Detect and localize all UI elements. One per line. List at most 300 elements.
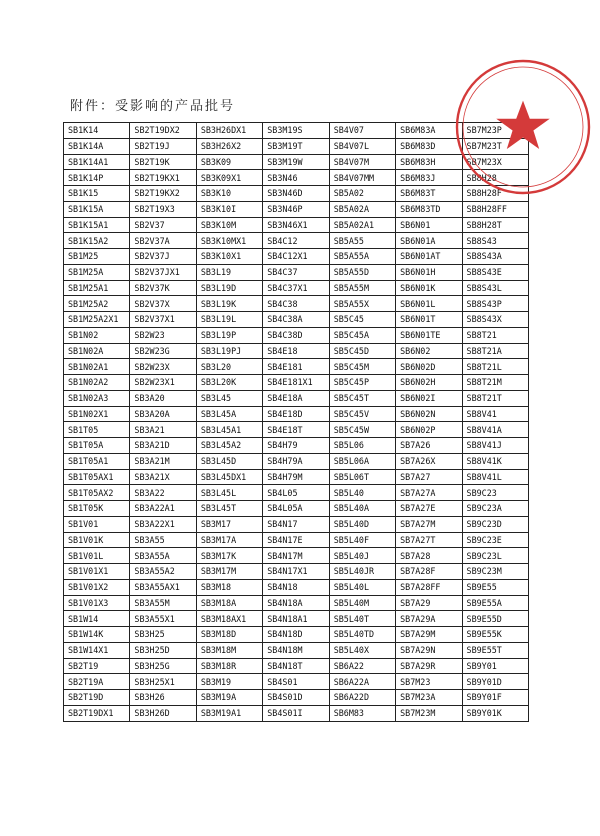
lot-number-cell: SB4N17: [263, 516, 329, 532]
lot-number-cell: SB7A27E: [396, 501, 462, 517]
table-row: [64, 642, 529, 658]
lot-number-cell: SB4S01I: [263, 705, 329, 721]
page-title: 附件：受影响的产品批号: [70, 99, 236, 114]
lot-number-cell: SB4C12: [263, 233, 329, 249]
lot-number-cell: SB3N46X1: [263, 217, 329, 233]
lot-number-cell: SB9E55D: [462, 611, 528, 627]
lot-number-cell: SB1N02: [64, 327, 130, 343]
lot-number-cell: SB6M83TD: [396, 201, 462, 217]
lot-number-cell: SB8S43X: [462, 312, 528, 328]
lot-number-cell: SB3M19W: [263, 154, 329, 170]
lot-number-cell: SB2T19J: [130, 138, 196, 154]
table-row: [64, 611, 529, 627]
lot-number-cell: SB3H25G: [130, 658, 196, 674]
lot-number-cell: SB6A22: [329, 658, 395, 674]
lot-number-cell: SB6A22D: [329, 690, 395, 706]
lot-number-cell: SB7A28F: [396, 564, 462, 580]
lot-number-cell: SB3A55: [130, 532, 196, 548]
lot-number-cell: SB7A27A: [396, 485, 462, 501]
lot-number-cell: SB5L06A: [329, 453, 395, 469]
lot-number-cell: SB2T19D: [64, 690, 130, 706]
lot-number-cell: SB4C12X1: [263, 249, 329, 265]
lot-number-cell: SB8T21: [462, 327, 528, 343]
lot-number-cell: SB6N01T: [396, 312, 462, 328]
lot-number-cell: SB4C37X1: [263, 280, 329, 296]
table-row: [64, 595, 529, 611]
lot-number-cell: SB1T05AX1: [64, 469, 130, 485]
lot-number-cell: SB3N46: [263, 170, 329, 186]
lot-number-cell: SB4H79A: [263, 453, 329, 469]
lot-number-cell: SB7A27T: [396, 532, 462, 548]
lot-number-cell: SB4V07: [329, 123, 395, 139]
lot-number-cell: SB7A28FF: [396, 579, 462, 595]
lot-number-cell: SB3H25: [130, 627, 196, 643]
lot-number-cell: SB8T21L: [462, 359, 528, 375]
lot-number-cell: SB4N18A1: [263, 611, 329, 627]
lot-number-cell: SB8V41J: [462, 438, 528, 454]
table-row: [64, 422, 529, 438]
lot-number-cell: SB9C23: [462, 485, 528, 501]
table-row: [64, 327, 529, 343]
lot-number-cell: SB6N02: [396, 343, 462, 359]
lot-number-cell: SB5L40JR: [329, 564, 395, 580]
lot-number-cell: SB3L19: [196, 264, 262, 280]
lot-number-cell: SB4E18: [263, 343, 329, 359]
lot-number-cell: SB3L19P: [196, 327, 262, 343]
lot-number-cell: SB3M18R: [196, 658, 262, 674]
lot-number-cell: SB6A22A: [329, 674, 395, 690]
lot-number-cell: SB3M19A: [196, 690, 262, 706]
table-row: [64, 280, 529, 296]
lot-number-cell: SB6N01: [396, 217, 462, 233]
lot-number-cell: SB4H79M: [263, 469, 329, 485]
lot-number-cell: SB4N17E: [263, 532, 329, 548]
table-row: [64, 579, 529, 595]
lot-number-cell: SB8S43E: [462, 264, 528, 280]
lot-number-cell: SB7A28: [396, 548, 462, 564]
lot-number-cell: SB2T19A: [64, 674, 130, 690]
lot-number-cell: SB1K15: [64, 186, 130, 202]
lot-number-cell: SB5L40M: [329, 595, 395, 611]
lot-number-cell: SB1M25A2: [64, 296, 130, 312]
table-row: [64, 312, 529, 328]
lot-number-cell: SB1N02X1: [64, 406, 130, 422]
lot-number-cell: SB9E55T: [462, 642, 528, 658]
lot-number-cell: SB3L45D: [196, 453, 262, 469]
lot-number-cell: SB4N18: [263, 579, 329, 595]
lot-number-cell: SB9E55K: [462, 627, 528, 643]
table-row: [64, 217, 529, 233]
lot-number-cell: SB7A29M: [396, 627, 462, 643]
lot-number-cell: SB1W14: [64, 611, 130, 627]
lot-number-cell: SB9Y01: [462, 658, 528, 674]
lot-number-cell: SB3A21: [130, 422, 196, 438]
lot-number-cell: SB1N02A1: [64, 359, 130, 375]
lot-number-cell: SB9E55A: [462, 595, 528, 611]
lot-number-cell: SB1N02A: [64, 343, 130, 359]
lot-number-cell: SB3L19D: [196, 280, 262, 296]
table-row: [64, 516, 529, 532]
lot-number-cell: SB3A20: [130, 390, 196, 406]
lot-number-cell: SB3A22: [130, 485, 196, 501]
lot-number-cell: SB4E181X1: [263, 375, 329, 391]
affected-lots-table: [63, 122, 529, 722]
lot-number-cell: SB2V37J: [130, 249, 196, 265]
lot-number-cell: SB1K14P: [64, 170, 130, 186]
lot-number-cell: SB5C45W: [329, 422, 395, 438]
lot-number-cell: SB3M17K: [196, 548, 262, 564]
lot-number-cell: SB6N01A: [396, 233, 462, 249]
lot-number-cell: SB8T21M: [462, 375, 528, 391]
lot-number-cell: SB1V01L: [64, 548, 130, 564]
lot-number-cell: SB2T19K: [130, 154, 196, 170]
lot-number-cell: SB3L45: [196, 390, 262, 406]
lot-number-cell: SB2W23X: [130, 359, 196, 375]
table-row: [64, 501, 529, 517]
lot-number-cell: SB6N01H: [396, 264, 462, 280]
lot-number-cell: SB7A29A: [396, 611, 462, 627]
lot-number-cell: SB1W14K: [64, 627, 130, 643]
lot-number-cell: SB2T19KX1: [130, 170, 196, 186]
lot-number-cell: SB2W23: [130, 327, 196, 343]
lot-number-cell: SB3N46D: [263, 186, 329, 202]
lot-number-cell: SB4E18D: [263, 406, 329, 422]
lot-number-cell: SB8H28T: [462, 217, 528, 233]
lot-number-cell: SB4E18T: [263, 422, 329, 438]
lot-number-cell: SB3L45A: [196, 406, 262, 422]
lot-number-cell: SB3A21M: [130, 453, 196, 469]
lot-number-cell: SB3M19A1: [196, 705, 262, 721]
lot-number-cell: SB4C38A: [263, 312, 329, 328]
lot-number-cell: SB3K09: [196, 154, 262, 170]
lot-number-cell: SB5C45A: [329, 327, 395, 343]
lot-number-cell: SB3A20A: [130, 406, 196, 422]
lot-number-cell: SB2V37K: [130, 280, 196, 296]
lot-number-cell: SB3M17M: [196, 564, 262, 580]
lot-number-cell: SB3H26X2: [196, 138, 262, 154]
lot-number-cell: SB2W23G: [130, 343, 196, 359]
lot-number-cell: SB7M23X: [462, 154, 528, 170]
lot-number-cell: SB3K10MX1: [196, 233, 262, 249]
lot-number-cell: SB4N18T: [263, 658, 329, 674]
lot-number-cell: SB5A55M: [329, 280, 395, 296]
table-row: [64, 658, 529, 674]
table-row: [64, 532, 529, 548]
lot-number-cell: SB3A55X1: [130, 611, 196, 627]
lot-number-cell: SB8S43L: [462, 280, 528, 296]
lot-number-cell: SB7A27: [396, 469, 462, 485]
lot-number-cell: SB8T21T: [462, 390, 528, 406]
lot-number-cell: SB5C45T: [329, 390, 395, 406]
lot-number-cell: SB6M83T: [396, 186, 462, 202]
lot-number-cell: SB3L20K: [196, 375, 262, 391]
table-row: [64, 438, 529, 454]
table-row: [64, 485, 529, 501]
lot-number-cell: SB3L19PJ: [196, 343, 262, 359]
lot-number-cell: SB3A55AX1: [130, 579, 196, 595]
lot-number-cell: SB7A29N: [396, 642, 462, 658]
lot-number-cell: SB1V01X3: [64, 595, 130, 611]
lot-number-cell: SB6N01L: [396, 296, 462, 312]
lot-number-cell: SB5C45D: [329, 343, 395, 359]
lot-number-cell: SB3M18M: [196, 642, 262, 658]
lot-number-cell: SB5L40X: [329, 642, 395, 658]
lot-number-cell: SB8S43P: [462, 296, 528, 312]
table-row: [64, 249, 529, 265]
lot-number-cell: SB8T21A: [462, 343, 528, 359]
lot-number-cell: SB1T05K: [64, 501, 130, 517]
table-row: [64, 705, 529, 721]
lot-number-cell: SB3M19T: [263, 138, 329, 154]
table-row: [64, 296, 529, 312]
lot-number-cell: SB6N01TE: [396, 327, 462, 343]
lot-number-cell: SB3L45A1: [196, 422, 262, 438]
lot-number-cell: SB1M25A: [64, 264, 130, 280]
lot-number-cell: SB5L40: [329, 485, 395, 501]
lot-number-cell: SB6N02I: [396, 390, 462, 406]
lot-number-cell: SB2T19DX1: [64, 705, 130, 721]
table-row: [64, 469, 529, 485]
lot-number-cell: SB6M83J: [396, 170, 462, 186]
lot-number-cell: SB5L40T: [329, 611, 395, 627]
lot-number-cell: SB6N02P: [396, 422, 462, 438]
lot-number-cell: SB9C23A: [462, 501, 528, 517]
table-row: [64, 359, 529, 375]
lot-number-cell: SB3M18AX1: [196, 611, 262, 627]
lot-number-cell: SB3M19S: [263, 123, 329, 139]
lot-number-cell: SB5C45P: [329, 375, 395, 391]
lot-number-cell: SB3A22X1: [130, 516, 196, 532]
lot-number-cell: SB4N18D: [263, 627, 329, 643]
lot-number-cell: SB3L19L: [196, 312, 262, 328]
lot-number-cell: SB5C45: [329, 312, 395, 328]
lot-number-cell: SB5L40J: [329, 548, 395, 564]
lot-number-cell: SB3L20: [196, 359, 262, 375]
lot-number-cell: SB5L40L: [329, 579, 395, 595]
table-row: [64, 453, 529, 469]
lot-number-cell: SB1K14A1: [64, 154, 130, 170]
table-row: [64, 674, 529, 690]
lot-number-cell: SB4C37: [263, 264, 329, 280]
lot-number-cell: SB1K15A: [64, 201, 130, 217]
table-row: [64, 264, 529, 280]
table-row: [64, 343, 529, 359]
lot-number-cell: SB5L40F: [329, 532, 395, 548]
lot-number-cell: SB3M17: [196, 516, 262, 532]
lot-number-cell: SB6N01K: [396, 280, 462, 296]
lot-number-cell: SB1T05A: [64, 438, 130, 454]
lot-number-cell: SB5L06: [329, 438, 395, 454]
lot-number-cell: SB6N01AT: [396, 249, 462, 265]
lot-number-cell: SB2T19X3: [130, 201, 196, 217]
lot-number-cell: SB4L05A: [263, 501, 329, 517]
lot-number-cell: SB3M18D: [196, 627, 262, 643]
lot-number-cell: SB8H28FF: [462, 201, 528, 217]
lot-number-cell: SB5L40TD: [329, 627, 395, 643]
lot-number-cell: SB3M17A: [196, 532, 262, 548]
lot-number-cell: SB9C23D: [462, 516, 528, 532]
lot-number-cell: SB7A29R: [396, 658, 462, 674]
lot-number-cell: SB9Y01D: [462, 674, 528, 690]
lot-number-cell: SB2V37X1: [130, 312, 196, 328]
lot-number-cell: SB2V37: [130, 217, 196, 233]
lot-number-cell: SB7M23: [396, 674, 462, 690]
lot-number-cell: SB9Y01K: [462, 705, 528, 721]
lot-number-cell: SB3N46P: [263, 201, 329, 217]
lot-number-cell: SB7M23M: [396, 705, 462, 721]
lot-number-cell: SB7M23T: [462, 138, 528, 154]
lot-number-cell: SB3A21D: [130, 438, 196, 454]
lot-number-cell: SB1T05AX2: [64, 485, 130, 501]
lot-number-cell: SB1T05: [64, 422, 130, 438]
lot-number-cell: SB1K15A2: [64, 233, 130, 249]
lot-number-cell: SB1M25: [64, 249, 130, 265]
lot-number-cell: SB8V41K: [462, 453, 528, 469]
lot-number-cell: SB5C45V: [329, 406, 395, 422]
lot-number-cell: SB3L45T: [196, 501, 262, 517]
lot-number-cell: SB9C23M: [462, 564, 528, 580]
lot-number-cell: SB7A27M: [396, 516, 462, 532]
lot-number-cell: SB4E181: [263, 359, 329, 375]
lot-number-cell: SB5A02A1: [329, 217, 395, 233]
lot-number-cell: SB9E55: [462, 579, 528, 595]
lot-number-cell: SB9Y01F: [462, 690, 528, 706]
lot-number-cell: SB4S01D: [263, 690, 329, 706]
lot-number-cell: SB3M18A: [196, 595, 262, 611]
lot-number-cell: SB5A55: [329, 233, 395, 249]
lot-number-cell: SB7M23A: [396, 690, 462, 706]
lot-number-cell: SB4N18A: [263, 595, 329, 611]
lot-number-cell: SB1V01X2: [64, 579, 130, 595]
lot-number-cell: SB8V41: [462, 406, 528, 422]
lot-number-cell: SB6N02H: [396, 375, 462, 391]
lot-number-cell: SB3A21X: [130, 469, 196, 485]
lot-number-cell: SB5A55X: [329, 296, 395, 312]
lot-number-cell: SB6M83: [329, 705, 395, 721]
lot-number-cell: SB1N02A2: [64, 375, 130, 391]
lot-number-cell: SB1N02A3: [64, 390, 130, 406]
lot-number-cell: SB7M23P: [462, 123, 528, 139]
lot-number-cell: SB9C23L: [462, 548, 528, 564]
lot-number-cell: SB1V01X1: [64, 564, 130, 580]
table-row: [64, 375, 529, 391]
lot-number-cell: SB4V07L: [329, 138, 395, 154]
lot-number-cell: SB1T05A1: [64, 453, 130, 469]
lot-number-cell: SB3H26DX1: [196, 123, 262, 139]
lot-number-cell: SB8S43A: [462, 249, 528, 265]
lot-number-cell: SB3L45L: [196, 485, 262, 501]
lot-number-cell: SB3L45DX1: [196, 469, 262, 485]
lot-number-cell: SB8S43: [462, 233, 528, 249]
lot-number-cell: SB3M18: [196, 579, 262, 595]
lot-number-cell: SB3H25X1: [130, 674, 196, 690]
lot-number-cell: SB3A55A: [130, 548, 196, 564]
lot-number-cell: SB5A55D: [329, 264, 395, 280]
lot-number-cell: SB4C38: [263, 296, 329, 312]
table-row: [64, 564, 529, 580]
table-row: [64, 690, 529, 706]
lot-number-cell: SB1M25A1: [64, 280, 130, 296]
lot-number-cell: SB1K14A: [64, 138, 130, 154]
lot-number-cell: SB6M83D: [396, 138, 462, 154]
lot-number-cell: SB6N02D: [396, 359, 462, 375]
table-row: [64, 627, 529, 643]
lot-number-cell: SB7A26: [396, 438, 462, 454]
lot-number-cell: SB3H25D: [130, 642, 196, 658]
table-row: [64, 390, 529, 406]
lot-number-cell: SB4V07MM: [329, 170, 395, 186]
lot-number-cell: SB8V41A: [462, 422, 528, 438]
lot-number-cell: SB1K15A1: [64, 217, 130, 233]
lot-number-cell: SB5L40A: [329, 501, 395, 517]
lot-number-cell: SB2V37JX1: [130, 264, 196, 280]
lot-number-cell: SB9C23E: [462, 532, 528, 548]
lot-number-cell: SB3L45A2: [196, 438, 262, 454]
lot-number-cell: SB5A02A: [329, 201, 395, 217]
lot-number-cell: SB8V41L: [462, 469, 528, 485]
lot-number-cell: SB6M83A: [396, 123, 462, 139]
lot-number-cell: SB4H79: [263, 438, 329, 454]
lot-number-cell: SB3H26D: [130, 705, 196, 721]
lot-number-cell: SB7A29: [396, 595, 462, 611]
lot-number-cell: SB3H26: [130, 690, 196, 706]
table-row: [64, 201, 529, 217]
lot-number-cell: SB3A22A1: [130, 501, 196, 517]
lot-number-cell: SB1V01K: [64, 532, 130, 548]
lot-number-cell: SB6M83H: [396, 154, 462, 170]
lot-number-cell: SB3K10I: [196, 201, 262, 217]
lot-number-cell: SB4N18M: [263, 642, 329, 658]
table-row: [64, 548, 529, 564]
lot-number-cell: SB5L40D: [329, 516, 395, 532]
lot-number-cell: SB2T19: [64, 658, 130, 674]
lot-number-cell: SB4N17X1: [263, 564, 329, 580]
lot-number-cell: SB4S01: [263, 674, 329, 690]
lot-number-cell: SB3K10: [196, 186, 262, 202]
lot-number-cell: SB7A26X: [396, 453, 462, 469]
lot-number-cell: SB4L05: [263, 485, 329, 501]
lot-number-cell: SB5L06T: [329, 469, 395, 485]
lot-number-cell: SB5A02: [329, 186, 395, 202]
company-seal-stamp: [448, 52, 598, 202]
lot-number-cell: SB6N02N: [396, 406, 462, 422]
lot-number-cell: SB4C38D: [263, 327, 329, 343]
table-row: [64, 233, 529, 249]
table-body: [64, 123, 529, 722]
lot-number-cell: SB3K10X1: [196, 249, 262, 265]
lot-number-cell: SB8H28F: [462, 186, 528, 202]
lot-number-cell: SB1K14: [64, 123, 130, 139]
lot-number-cell: SB5A55A: [329, 249, 395, 265]
lot-number-cell: SB1W14X1: [64, 642, 130, 658]
lot-number-cell: SB2V37A: [130, 233, 196, 249]
lot-number-cell: SB4N17M: [263, 548, 329, 564]
lot-number-cell: SB3A55M: [130, 595, 196, 611]
lot-number-cell: SB3A55A2: [130, 564, 196, 580]
lot-number-cell: SB4V07M: [329, 154, 395, 170]
lot-number-cell: SB3K09X1: [196, 170, 262, 186]
lot-number-cell: SB5C45M: [329, 359, 395, 375]
lot-number-cell: SB2W23X1: [130, 375, 196, 391]
lot-number-cell: SB8H28: [462, 170, 528, 186]
lot-number-cell: SB1M25A2X1: [64, 312, 130, 328]
lot-number-cell: SB2T19DX2: [130, 123, 196, 139]
lot-number-cell: SB1V01: [64, 516, 130, 532]
lot-number-cell: SB4E18A: [263, 390, 329, 406]
lot-number-cell: SB3M19: [196, 674, 262, 690]
lot-number-cell: SB3L19K: [196, 296, 262, 312]
table-row: [64, 406, 529, 422]
